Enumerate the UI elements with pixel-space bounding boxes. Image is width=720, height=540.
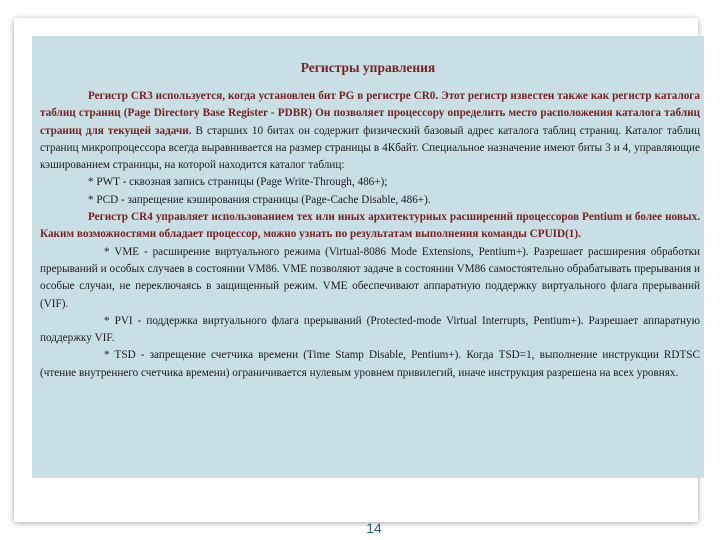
body-text xyxy=(40,88,700,382)
pvi-item: * PVI - поддержка виртуального флага прерываний (Protected-mode Virtual Interrupts, Pentium+). Разрешает аппаратную поддержку VIF. xyxy=(40,314,700,345)
content-panel xyxy=(32,36,704,478)
page-number: 14 xyxy=(366,520,382,536)
pcd-item: * PCD - запрещение кэширования страницы (Page-Cache Disable, 486+). xyxy=(88,193,431,206)
cr3-intro-bold: Регистр CR3 используется, когда установлен бит PG в регистре CR0. Этот регистр известен также как регистр каталога таблиц страниц (Page Directory Base Register - PDBR) Он позволяет процессору определить место расположения каталога таблиц страниц для текущей задачи. xyxy=(40,90,700,137)
slide xyxy=(14,18,700,536)
cr3-intro-rest: В старших 10 битах он содержит физический базовый адрес каталога таблиц страниц. Каталог таблиц страниц микропроцессора всегда выравнивается на размер страницы в 4Кбайт. Специальное назначение имеют биты 3 и 4, управляющие кэшированием страницы, на которой находится каталог таблиц: xyxy=(40,124,700,172)
pwt-item: * PWT - сквозная запись страницы (Page Write-Through, 486+); xyxy=(88,176,388,189)
tsd-item: * TSD - запрещение счетчика времени (Time Stamp Disable, Pentium+). Когда TSD=1, выполнение инструкции RDTSC (чтение внутреннего счетчика времени) ограничивается нулевым уровнем привилегий, иначе инструкция разрешена на всех уровнях. xyxy=(40,349,700,379)
slide-title: Регистры управления xyxy=(300,60,436,75)
vme-item: * VME - расширение виртуального режима (Virtual-8086 Mode Extensions, Pentium+). Разрешает расширения обработки прерываний и особых случаев в состоянии VM86. VME позволяют задаче в состоянии VM86 самостоятельно обрабатывать прерывания и особые случаи, не переключаясь в защищенный режим. VME обеспечивают аппаратную поддержку виртуального флага прерываний (VIF). xyxy=(40,245,700,310)
cr4-paragraph: Регистр CR4 управляет использованием тех или иных архитектурных расширений процессоров Pentium и более новых. Каким возможностями обладает процессор, можно узнать по результатам выполнения команды CPUID(1). xyxy=(40,211,700,241)
cr3-paragraph xyxy=(40,88,700,174)
